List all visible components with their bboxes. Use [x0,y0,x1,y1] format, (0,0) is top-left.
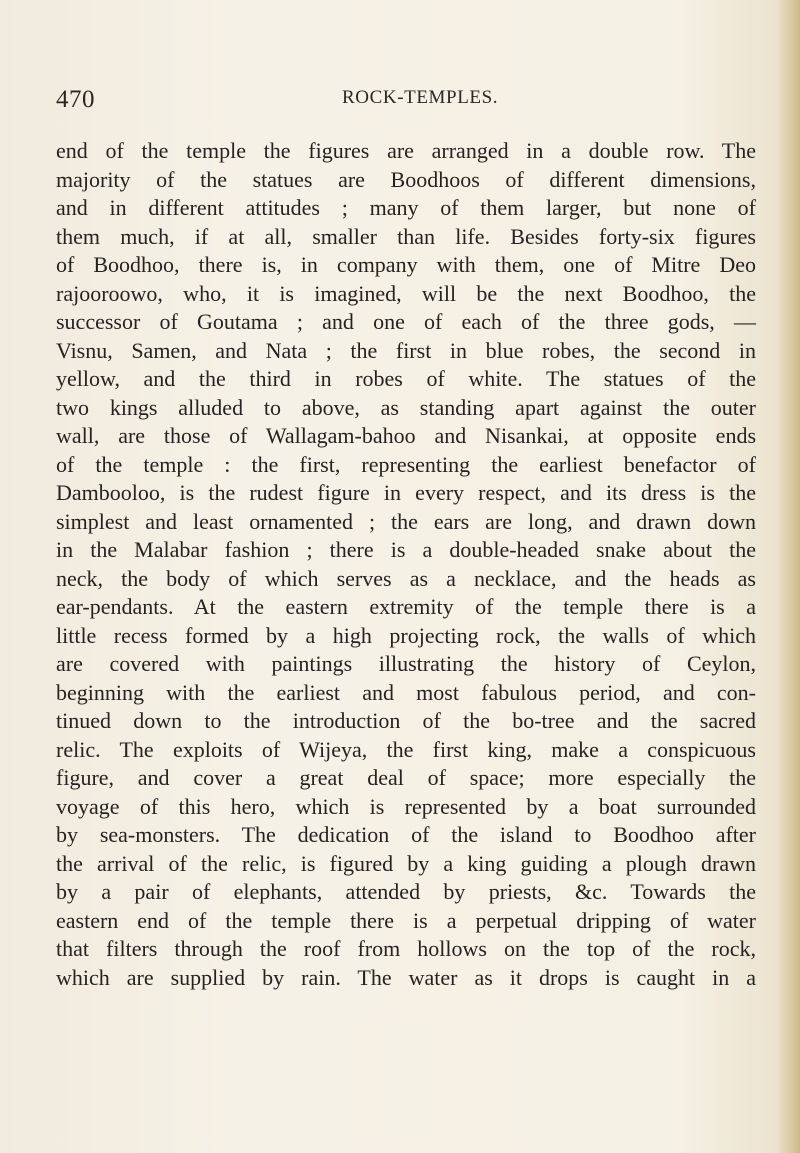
text-line: relic. The exploits of Wijeya, the first king, make a conspicuous [56,736,756,762]
body-text [56,137,756,992]
text-line: of the temple : the first, representing the earliest benefactor of [56,451,756,477]
text-line: yellow, and the third in robes of white. The statues of the [56,366,756,391]
text-line: two kings alluded to above, as standing apart against the outer [56,394,756,420]
text-line: by sea-monsters. The dedication of the island to Boodhoo after [56,822,756,847]
text-line: beginning with the earliest and most fabulous period, and con- [56,679,756,705]
text-line: little recess formed by a high projecting rock, the walls of which [56,622,756,648]
text-line: figure, and cover a great deal of space; more especially the [56,765,756,790]
text-line: are covered with paintings illustrating the history of Ceylon, [56,651,756,676]
text-line: the arrival of the relic, is figured by a king guiding a plough drawn [56,850,756,876]
text-line: which are supplied by rain. The water as it drops is caught in a [56,964,756,990]
text-line: wall, are those of Wallagam-bahoo and Nisankai, at opposite ends [56,423,756,448]
text-line: tinued down to the introduction of the bo-tree and the sacred [56,708,756,733]
text-line: by a pair of elephants, attended by priests, &c. Towards the [56,879,756,904]
running-title: ROCK-TEMPLES. [342,87,499,108]
text-line: in the Malabar fashion ; there is a double-headed snake about the [56,537,756,562]
text-line: simplest and least ornamented ; the ears are long, and drawn down [56,508,756,534]
text-line: and in different attitudes ; many of them larger, but none of [56,195,756,220]
text-line: them much, if at all, smaller than life. Besides forty-six figures [56,223,756,249]
text-line: voyage of this hero, which is represented by a boat surrounded [56,793,756,819]
text-line: end of the temple the figures are arranged in a double row. The [56,138,756,163]
page-number: 470 [56,86,95,113]
text-line: successor of Goutama ; and one of each of the three gods, — [56,309,756,334]
text-line: Dambooloo, is the rudest figure in every respect, and its dress is the [56,480,756,505]
text-line: rajooroowo, who, it is imagined, will be the next Boodhoo, the [56,280,756,306]
text-line: eastern end of the temple there is a perpetual dripping of water [56,907,756,933]
text-line: neck, the body of which serves as a necklace, and the heads as [56,565,756,591]
text-line: majority of the statues are Boodhoos of different dimensions, [56,166,756,192]
running-head [56,86,756,126]
page-edge-stain [778,0,800,1153]
text-line: ear-pendants. At the eastern extremity of the temple there is a [56,594,756,619]
text-line: Visnu, Samen, and Nata ; the first in blue robes, the second in [56,337,756,363]
text-line: that filters through the roof from hollows on the top of the rock, [56,936,756,961]
text-line: of Boodhoo, there is, in company with them, one of Mitre Deo [56,252,756,277]
